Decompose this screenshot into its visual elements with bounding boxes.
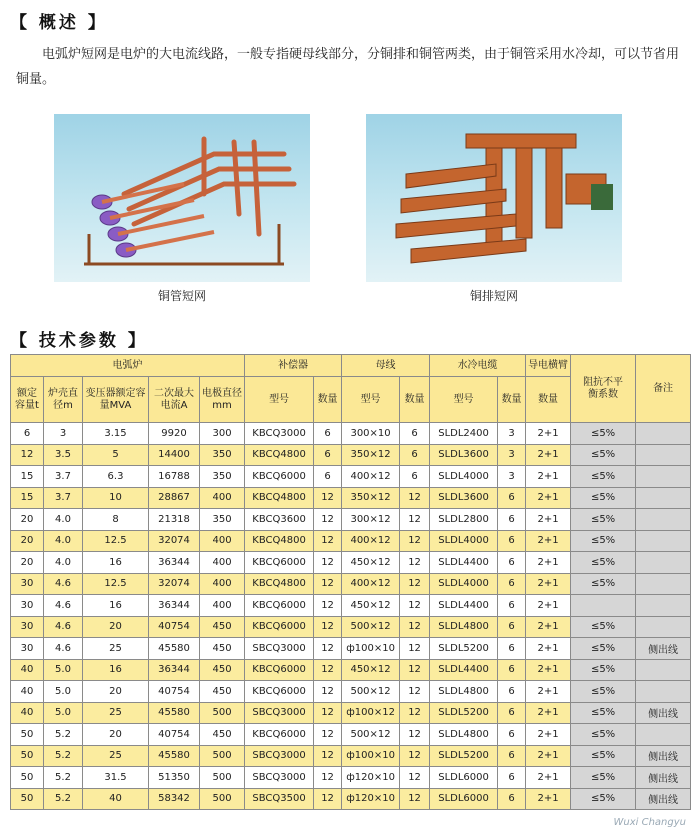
table-cell: 2+1 <box>526 724 571 746</box>
table-cell: 350 <box>200 466 245 488</box>
table-cell: 32074 <box>149 573 200 595</box>
table-cell: 6 <box>400 423 430 445</box>
table-cell: SBCQ3000 <box>245 745 314 767</box>
table-cell: 5.0 <box>44 681 83 703</box>
table-cell: 400 <box>200 552 245 574</box>
table-cell: 12 <box>400 616 430 638</box>
table-cell: 28867 <box>149 487 200 509</box>
table-cell: 2+1 <box>526 573 571 595</box>
table-cell: 350 <box>200 444 245 466</box>
table-row <box>11 552 691 574</box>
table-cell: 36344 <box>149 595 200 617</box>
table-cell: SLDL4000 <box>430 573 498 595</box>
table-cell: 3 <box>498 466 526 488</box>
table-cell: SLDL4400 <box>430 552 498 574</box>
table-row <box>11 466 691 488</box>
table-cell: 400 <box>200 573 245 595</box>
arm-header: 导电横臂 <box>526 355 571 377</box>
table-row <box>11 616 691 638</box>
table-cell: 400×12 <box>342 530 400 552</box>
table-cell: 400 <box>200 530 245 552</box>
table-cell: SBCQ3000 <box>245 638 314 660</box>
table-cell: 2+1 <box>526 745 571 767</box>
table-cell: 2+1 <box>526 487 571 509</box>
table-cell: 40754 <box>149 616 200 638</box>
table-cell: 6 <box>314 423 342 445</box>
table-cell: 500 <box>200 767 245 789</box>
copper-tube-photo <box>54 114 310 282</box>
table-cell <box>636 423 691 445</box>
table-cell <box>636 552 691 574</box>
table-cell: 20 <box>83 681 149 703</box>
table-cell: 3.15 <box>83 423 149 445</box>
table-cell: 500 <box>200 788 245 810</box>
table-cell: 16 <box>83 595 149 617</box>
table-cell: 12 <box>314 487 342 509</box>
table-cell <box>636 444 691 466</box>
table-cell: KBCQ6000 <box>245 595 314 617</box>
table-cell: 12 <box>400 702 430 724</box>
table-cell: 5 <box>83 444 149 466</box>
table-cell: 3.7 <box>44 487 83 509</box>
watermark: Wuxi Changyu <box>613 817 686 828</box>
table-cell: 12 <box>11 444 44 466</box>
table-cell: 12 <box>314 595 342 617</box>
table-cell: 30 <box>11 638 44 660</box>
table-cell: 15 <box>11 466 44 488</box>
table-cell: 400 <box>200 595 245 617</box>
table-cell: SLDL4800 <box>430 616 498 638</box>
table-cell: 6 <box>498 788 526 810</box>
table-cell: 20 <box>11 552 44 574</box>
table-cell: 500 <box>200 702 245 724</box>
table-cell: 12 <box>314 616 342 638</box>
table-cell: 6 <box>498 724 526 746</box>
table-row <box>11 595 691 617</box>
table-cell: 2+1 <box>526 530 571 552</box>
table-cell: 30 <box>11 595 44 617</box>
table-cell: 51350 <box>149 767 200 789</box>
compensator-header: 补偿器 <box>245 355 342 377</box>
table-cell: 40 <box>83 788 149 810</box>
table-cell: 4.6 <box>44 638 83 660</box>
table-cell: 12 <box>314 745 342 767</box>
table-cell: 12 <box>314 509 342 531</box>
table-row <box>11 487 691 509</box>
table-cell: 45580 <box>149 638 200 660</box>
table-cell: KBCQ3000 <box>245 423 314 445</box>
busbar-header: 母线 <box>342 355 430 377</box>
table-cell: ф120×10 <box>342 788 400 810</box>
column-header: 数量 <box>400 377 430 423</box>
table-cell: SLDL6000 <box>430 788 498 810</box>
table-cell: ф100×10 <box>342 745 400 767</box>
table-cell: 300 <box>200 423 245 445</box>
table-cell: 32074 <box>149 530 200 552</box>
table-cell: 侧出线 <box>636 788 691 810</box>
column-header: 炉壳直径m <box>44 377 83 423</box>
table-row <box>11 638 691 660</box>
table-cell: 20 <box>83 616 149 638</box>
table-cell: 12 <box>400 638 430 660</box>
column-header: 数量 <box>526 377 571 423</box>
table-row <box>11 767 691 789</box>
table-cell: 5.2 <box>44 745 83 767</box>
table-cell: 2+1 <box>526 444 571 466</box>
table-cell: 侧出线 <box>636 767 691 789</box>
table-cell: 12 <box>400 487 430 509</box>
table-cell: 2+1 <box>526 638 571 660</box>
table-row <box>11 659 691 681</box>
table-cell: 10 <box>83 487 149 509</box>
table-cell: SBCQ3500 <box>245 788 314 810</box>
table-cell: ф100×12 <box>342 702 400 724</box>
column-header: 数量 <box>498 377 526 423</box>
table-cell: 12 <box>400 788 430 810</box>
table-cell: 12.5 <box>83 530 149 552</box>
intro-text: 电弧炉短网是电炉的大电流线路，一般专指硬母线部分，分铜排和铜管两类，由于铜管采用水冷却，可以节省用铜量。 <box>16 47 680 87</box>
table-cell: 450×12 <box>342 595 400 617</box>
table-cell: KBCQ4800 <box>245 487 314 509</box>
table-cell: 2+1 <box>526 616 571 638</box>
column-header: 变压器额定容量MVA <box>83 377 149 423</box>
table-cell: 450 <box>200 659 245 681</box>
table-cell: ≤5% <box>571 788 636 810</box>
table-cell: SLDL5200 <box>430 745 498 767</box>
table-cell: ≤5% <box>571 745 636 767</box>
table-cell: KBCQ6000 <box>245 724 314 746</box>
table-cell <box>636 681 691 703</box>
table-cell: 40 <box>11 681 44 703</box>
table-cell: 4.0 <box>44 530 83 552</box>
table-cell: 12 <box>400 659 430 681</box>
table-cell <box>636 487 691 509</box>
table-cell: 6.3 <box>83 466 149 488</box>
table-cell: ≤5% <box>571 423 636 445</box>
table-cell: ≤5% <box>571 466 636 488</box>
table-cell: 25 <box>83 745 149 767</box>
table-cell: SLDL4000 <box>430 530 498 552</box>
table-cell: 45580 <box>149 702 200 724</box>
table-cell: 12 <box>400 530 430 552</box>
table-cell: 12 <box>400 681 430 703</box>
table-cell: 6 <box>498 487 526 509</box>
table-cell: 12 <box>400 724 430 746</box>
table-cell: 12 <box>400 573 430 595</box>
table-cell: 2+1 <box>526 466 571 488</box>
table-row <box>11 745 691 767</box>
table-cell: 36344 <box>149 552 200 574</box>
table-cell: 12 <box>400 595 430 617</box>
table-cell: 58342 <box>149 788 200 810</box>
table-cell: 31.5 <box>83 767 149 789</box>
table-cell: 12 <box>314 681 342 703</box>
table-cell: 30 <box>11 573 44 595</box>
table-cell: ≤5% <box>571 616 636 638</box>
table-cell <box>636 595 691 617</box>
table-cell: 侧出线 <box>636 638 691 660</box>
table-cell: 12 <box>314 702 342 724</box>
table-row <box>11 788 691 810</box>
table-cell: SLDL4400 <box>430 659 498 681</box>
table-cell: 12 <box>314 552 342 574</box>
table-cell: 500×12 <box>342 616 400 638</box>
table-cell: 12 <box>314 767 342 789</box>
table-cell <box>571 595 636 617</box>
furnace-header: 电弧炉 <box>11 355 245 377</box>
table-cell: 4.6 <box>44 573 83 595</box>
table-cell: 4.0 <box>44 552 83 574</box>
column-header: 型号 <box>342 377 400 423</box>
table-cell: 5.0 <box>44 659 83 681</box>
table-cell: 16 <box>83 659 149 681</box>
table-cell: SLDL4800 <box>430 724 498 746</box>
table-cell: 400×12 <box>342 466 400 488</box>
table-cell <box>636 724 691 746</box>
caption-copper-bar: 铜排短网 <box>469 289 518 303</box>
table-cell: 2+1 <box>526 659 571 681</box>
table-cell: SBCQ3000 <box>245 702 314 724</box>
table-row <box>11 573 691 595</box>
copper-bar-photo <box>366 114 622 282</box>
table-cell: 2+1 <box>526 788 571 810</box>
table-cell: 5.2 <box>44 724 83 746</box>
table-cell: KBCQ6000 <box>245 552 314 574</box>
table-cell: KBCQ4800 <box>245 444 314 466</box>
table-cell: SLDL4800 <box>430 681 498 703</box>
table-cell: KBCQ3600 <box>245 509 314 531</box>
imbalance-header: 阻抗不平衡系数 <box>571 355 636 423</box>
table-cell: 6 <box>314 466 342 488</box>
table-cell: 4.0 <box>44 509 83 531</box>
table-cell: 300×10 <box>342 423 400 445</box>
table-cell: 45580 <box>149 745 200 767</box>
table-cell: 300×12 <box>342 509 400 531</box>
table-cell: SLDL4400 <box>430 595 498 617</box>
table-cell: 6 <box>498 552 526 574</box>
table-cell: 6 <box>498 616 526 638</box>
table-cell <box>636 616 691 638</box>
table-cell: SLDL2800 <box>430 509 498 531</box>
table-cell: 16788 <box>149 466 200 488</box>
table-cell: 3 <box>44 423 83 445</box>
table-row <box>11 530 691 552</box>
table-cell: KBCQ4800 <box>245 573 314 595</box>
column-header: 型号 <box>430 377 498 423</box>
table-cell: 2+1 <box>526 552 571 574</box>
table-cell: 40754 <box>149 681 200 703</box>
table-cell: 30 <box>11 616 44 638</box>
table-cell: 5.0 <box>44 702 83 724</box>
table-cell <box>636 466 691 488</box>
table-row <box>11 724 691 746</box>
cable-header: 水冷电缆 <box>430 355 526 377</box>
table-cell: 350×12 <box>342 487 400 509</box>
note-header: 备注 <box>636 355 691 423</box>
table-cell: 21318 <box>149 509 200 531</box>
table-cell: 400 <box>200 487 245 509</box>
table-cell: KBCQ6000 <box>245 616 314 638</box>
table-row <box>11 681 691 703</box>
column-header: 二次最大电流A <box>149 377 200 423</box>
table-cell: SLDL3600 <box>430 444 498 466</box>
table-cell: 350×12 <box>342 444 400 466</box>
table-cell: SLDL5200 <box>430 638 498 660</box>
table-cell: 450 <box>200 638 245 660</box>
table-cell: KBCQ6000 <box>245 466 314 488</box>
table-cell: ≤5% <box>571 659 636 681</box>
table-cell: 350 <box>200 509 245 531</box>
table-cell: ≤5% <box>571 724 636 746</box>
table-cell: 侧出线 <box>636 745 691 767</box>
table-cell: KBCQ6000 <box>245 659 314 681</box>
table-cell: 12 <box>314 659 342 681</box>
table-cell: ≤5% <box>571 767 636 789</box>
table-cell: 2+1 <box>526 509 571 531</box>
table-cell: ≤5% <box>571 530 636 552</box>
table-cell: ф120×10 <box>342 767 400 789</box>
table-cell: SLDL3600 <box>430 487 498 509</box>
table-cell: 6 <box>400 444 430 466</box>
table-cell: SLDL6000 <box>430 767 498 789</box>
table-cell: SBCQ3000 <box>245 767 314 789</box>
table-cell: 450 <box>200 681 245 703</box>
table-cell <box>636 530 691 552</box>
table-cell: 12 <box>314 724 342 746</box>
table-cell: ≤5% <box>571 681 636 703</box>
column-header: 额定容量t <box>11 377 44 423</box>
table-cell: 4.6 <box>44 595 83 617</box>
table-cell: 2+1 <box>526 423 571 445</box>
column-header: 数量 <box>314 377 342 423</box>
table-cell: 8 <box>83 509 149 531</box>
table-cell: 40754 <box>149 724 200 746</box>
table-cell: 9920 <box>149 423 200 445</box>
table-cell: SLDL4000 <box>430 466 498 488</box>
table-cell: 20 <box>11 530 44 552</box>
table-cell: ≤5% <box>571 509 636 531</box>
table-cell <box>636 573 691 595</box>
table-cell: 6 <box>498 638 526 660</box>
table-cell: 12 <box>400 745 430 767</box>
table-cell <box>636 509 691 531</box>
table-cell: 12 <box>400 552 430 574</box>
table-cell: KBCQ4800 <box>245 530 314 552</box>
table-row <box>11 509 691 531</box>
table-cell: 12 <box>314 638 342 660</box>
table-cell: 400×12 <box>342 573 400 595</box>
table-cell: 2+1 <box>526 767 571 789</box>
table-cell: 6 <box>498 702 526 724</box>
table-cell: 12 <box>314 573 342 595</box>
table-cell: 2+1 <box>526 702 571 724</box>
table-cell: 14400 <box>149 444 200 466</box>
table-cell: 6 <box>498 509 526 531</box>
table-cell: 25 <box>83 702 149 724</box>
table-row <box>11 444 691 466</box>
table-cell: 6 <box>498 681 526 703</box>
table-cell: 6 <box>498 595 526 617</box>
table-cell: 6 <box>498 530 526 552</box>
table-cell: ≤5% <box>571 487 636 509</box>
table-cell: 50 <box>11 788 44 810</box>
caption-copper-tube: 铜管短网 <box>157 289 206 303</box>
table-cell <box>636 659 691 681</box>
table-cell: 5.2 <box>44 767 83 789</box>
table-cell: 2+1 <box>526 595 571 617</box>
table-cell: 450 <box>200 616 245 638</box>
table-cell: 20 <box>83 724 149 746</box>
table-cell: 12 <box>400 767 430 789</box>
table-cell: 6 <box>400 466 430 488</box>
table-cell: 侧出线 <box>636 702 691 724</box>
table-cell: 15 <box>11 487 44 509</box>
tech-params-table <box>10 354 691 810</box>
table-cell: 50 <box>11 724 44 746</box>
table-cell: 2+1 <box>526 681 571 703</box>
table-cell: 6 <box>498 745 526 767</box>
table-cell: 5.2 <box>44 788 83 810</box>
table-cell: 6 <box>498 573 526 595</box>
table-cell: SLDL5200 <box>430 702 498 724</box>
table-cell: SLDL2400 <box>430 423 498 445</box>
table-cell: 50 <box>11 767 44 789</box>
table-cell: ≤5% <box>571 638 636 660</box>
table-cell: 36344 <box>149 659 200 681</box>
table-cell: 50 <box>11 745 44 767</box>
table-cell: 6 <box>498 767 526 789</box>
table-cell: 450×12 <box>342 659 400 681</box>
table-cell: 450 <box>200 724 245 746</box>
table-cell: ≤5% <box>571 552 636 574</box>
table-cell: 500×12 <box>342 724 400 746</box>
table-cell: 20 <box>11 509 44 531</box>
table-cell: 12 <box>314 788 342 810</box>
tech-params-heading: 【 技术参数 】 <box>10 331 148 351</box>
table-row <box>11 423 691 445</box>
table-cell: KBCQ6000 <box>245 681 314 703</box>
table-cell: 500×12 <box>342 681 400 703</box>
table-row <box>11 702 691 724</box>
table-cell: ≤5% <box>571 702 636 724</box>
table-cell: 12 <box>400 509 430 531</box>
table-cell: ф100×10 <box>342 638 400 660</box>
column-header: 电极直径mm <box>200 377 245 423</box>
table-cell: 25 <box>83 638 149 660</box>
table-cell: 3 <box>498 423 526 445</box>
overview-heading: 【 概述 】 <box>10 13 108 33</box>
table-cell: 12.5 <box>83 573 149 595</box>
table-cell: 3 <box>498 444 526 466</box>
table-cell: 12 <box>314 530 342 552</box>
table-cell: 40 <box>11 659 44 681</box>
table-cell: ≤5% <box>571 573 636 595</box>
table-cell: 6 <box>498 659 526 681</box>
table-cell: 6 <box>314 444 342 466</box>
table-cell: 450×12 <box>342 552 400 574</box>
column-header: 型号 <box>245 377 314 423</box>
table-cell: 3.7 <box>44 466 83 488</box>
table-cell: ≤5% <box>571 444 636 466</box>
table-cell: 500 <box>200 745 245 767</box>
table-cell: 16 <box>83 552 149 574</box>
table-cell: 40 <box>11 702 44 724</box>
table-cell: 4.6 <box>44 616 83 638</box>
table-cell: 3.5 <box>44 444 83 466</box>
table-cell: 6 <box>11 423 44 445</box>
